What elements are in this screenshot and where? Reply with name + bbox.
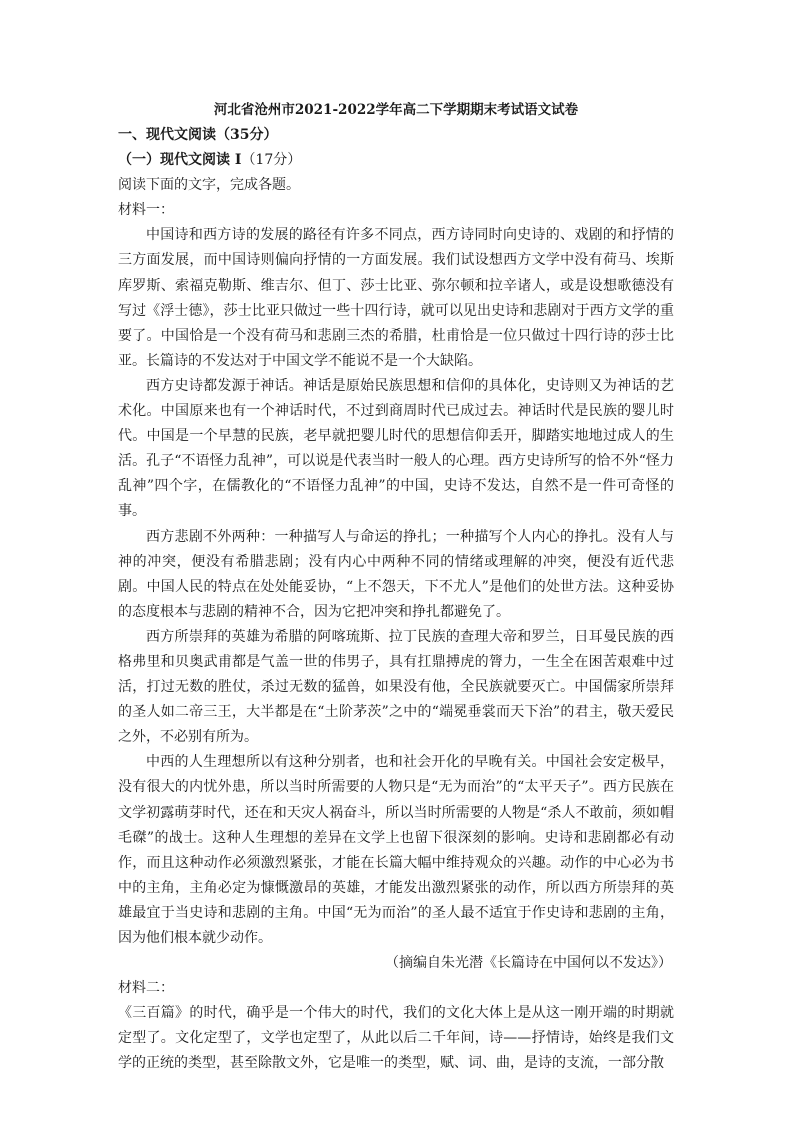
page-title: 河北省沧州市2021-2022学年高二下学期期末考试语文试卷 — [213, 102, 579, 118]
paragraph: 西方悲剧不外两种：一种描写人与命运的挣扎；一种描写个人内心的挣扎。没有人与神的冲突，便没有希腊悲剧；没有内心中两种不同的情绪或理解的冲突，便没有近代悲剧。中国人民的特点在处处能妥协，“上不怨天，下不尤人”是他们的处世方法。这种妥协的态度根本与悲剧的精神不合，因为它把冲突和挣扎都避免了。 — [118, 528, 674, 620]
paragraph: 西方所崇拜的英雄为希腊的阿喀琉斯、拉丁民族的查理大帝和罗兰，日耳曼民族的西格弗里和贝奥武甫都是气盖一世的伟男子，具有扛鼎搏虎的膂力，一生全在困苦艰难中过活，打过无数的胜仗，杀过无数的猛兽，如果没有他，全民族就要灭亡。中国儒家所崇拜的圣人如二帝三王，大半都是在“土阶茅茨”之中的“端冕垂裳而天下治”的君主，敬天爱民之外，不必别有所为。 — [118, 628, 674, 746]
subsection-score: （17分） — [241, 152, 302, 169]
subsection-label: （一）现代文阅读 I — [118, 152, 242, 169]
subsection-heading — [118, 148, 674, 173]
paragraph: 中西的人生理想所以有这种分别者，也和社会开化的早晚有关。中国社会安定极早，没有很大的内忧外患，所以当时所需要的人物只是“无为而治”的“太平天子”。西方民族在文学初露萌芽时代，还在和天灾人祸奋斗，所以当时所需要的人物是“杀人不敢前，须如帽毛磔”的战士。这种人生理想的差异在文学上也留下很深刻的影响。史诗和悲剧都必有动作，而且这种动作必须激烈紧张，才能在长篇大幅中维持观众的兴趣。动作的中心必为书中的主角，主角必定为慷慨激昂的英雄，才能发出激烈紧张的动作，所以西方所崇拜的英雄最宜于当史诗和悲剧的主角。中国“无为而治”的圣人最不适宜于作史诗和悲剧的主角，因为他们根本就少动作。 — [118, 754, 674, 946]
paragraph: 西方史诗都发源于神话。神话是原始民族思想和信仰的具体化，史诗则又为神话的艺术化。中国原来也有一个神话时代，不过到商周时代已成过去。神话时代是民族的婴儿时代。中国是一个早慧的民族，老早就把婴儿时代的思想信仰丢开，脚踏实地地过成人的生活。孔子“不语怪力乱神”，可以说是代表当时一般人的心理。西方史诗所写的恰不外“怪力乱神”四个字，在儒教化的“不语怪力乱神”的中国，史诗不发达，自然不是一件可奇怪的事。 — [118, 377, 674, 520]
instruction-text: 阅读下面的文字，完成各题。 — [118, 177, 300, 194]
source-citation: （摘编自朱光潜《长篇诗在中国何以不发达》） — [385, 955, 672, 972]
material-two-label: 材料二： — [118, 980, 174, 997]
paragraph: 《三百篇》的时代，确乎是一个伟大的时代，我们的文化大体上是从这一刚开端的时期就定型了。文化定型了，文学也定型了，从此以后二千年间，诗——抒情诗，始终是我们文学的正统的类型，甚至除散文外，它是唯一的类型，赋、词、曲，是诗的支流，一部分散 — [118, 1005, 674, 1072]
section-heading: 一、现代文阅读（35分） — [118, 127, 278, 143]
paragraph: 中国诗和西方诗的发展的路径有许多不同点，西方诗同时向史诗的、戏剧的和抒情的三方面发展，而中国诗则偏向抒情的一方面发展。我们试设想西方文学中没有荷马、埃斯库罗斯、索福克勒斯、维吉尔、但丁、莎士比亚、弥尔顿和拉辛诸人，或是设想歌德没有写过《浮士德》，莎士比亚只做过一些十四行诗，就可以见出史诗和悲剧对于西方文学的重要了。中国恰是一个没有荷马和悲剧三杰的希腊，杜甫恰是一位只做过十四行诗的莎士比亚。长篇诗的不发达对于中国文学不能说不是一个大缺陷。 — [118, 227, 674, 369]
material-one-label: 材料一： — [118, 202, 174, 219]
